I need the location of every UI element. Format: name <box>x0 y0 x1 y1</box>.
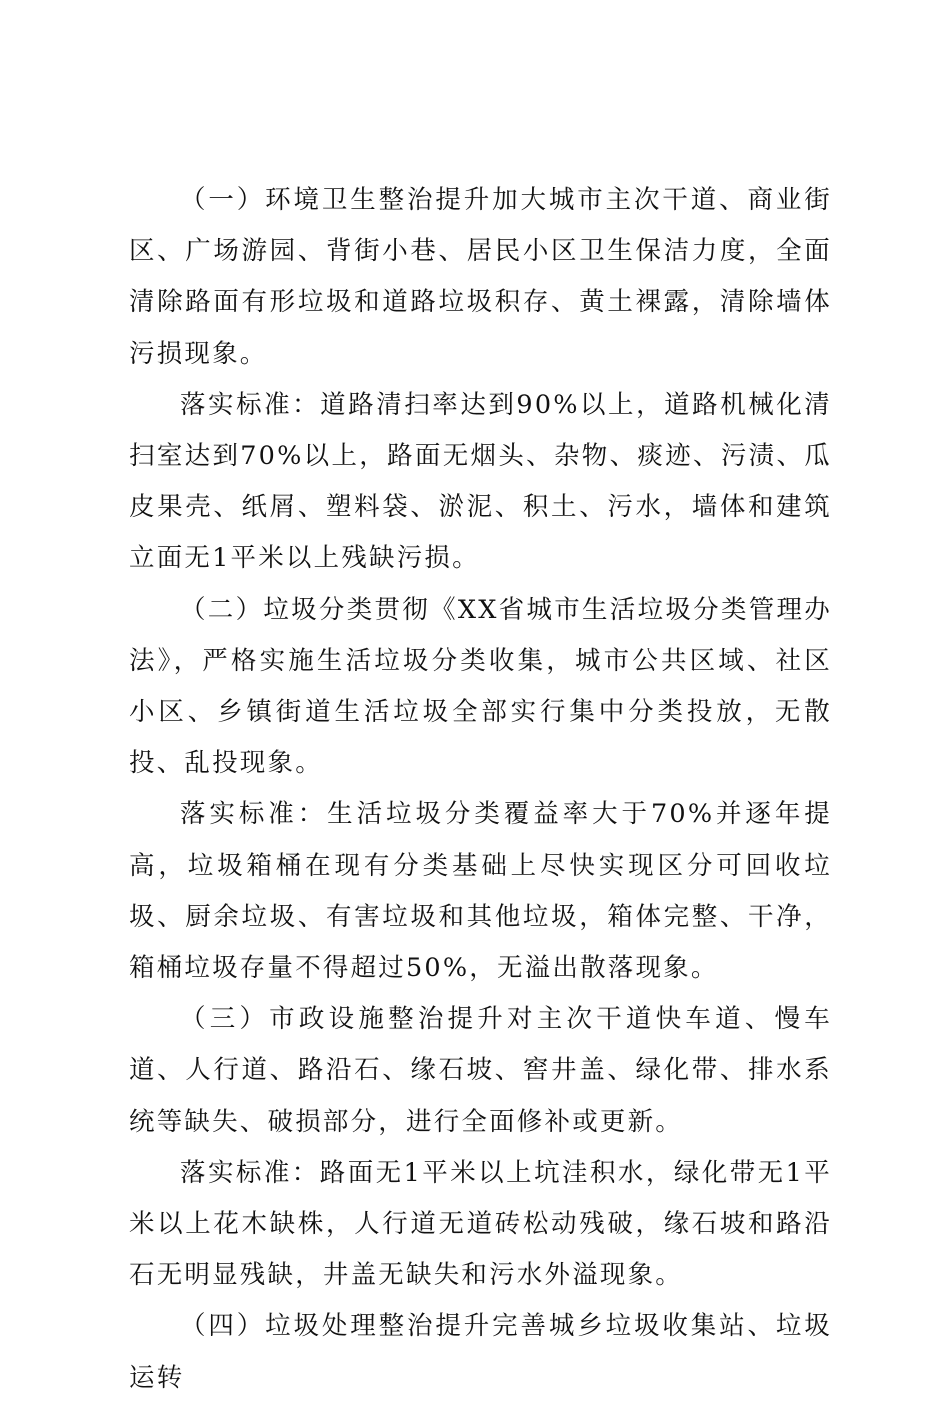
document-body <box>129 175 832 1404</box>
paragraph-facilities-standard: 落实标准：路面无1平米以上坑洼积水，绿化带无1平米以上花木缺株，人行道无道砖松动残破，缘石坡和路沿石无明显残缺，井盖无缺失和污水外溢现象。 <box>129 1157 832 1291</box>
paragraph-municipal-facilities: （三）市政设施整治提升对主次干道快车道、慢车道、人行道、路沿石、缘石坡、窖井盖、绿化带、排水系统等缺失、破损部分，进行全面修补或更新。 <box>129 1004 832 1137</box>
paragraph-garbage-treatment: （四）垃圾处理整治提升完善城乡垃圾收集站、垃圾运转 <box>129 1311 832 1393</box>
paragraph-environment-sanitation: （一）环境卫生整治提升加大城市主次干道、商业街区、广场游园、背街小巷、居民小区卫生保洁力度，全面清除路面有形垃圾和道路垃圾积存、黄土裸露，清除墙体污损现象。 <box>129 185 832 369</box>
paragraph-classification-standard: 落实标准：生活垃圾分类覆益率大于70%并逐年提高，垃圾箱桶在现有分类基础上尽快实现区分可回收垃圾、厨余垃圾、有害垃圾和其他垃圾，箱体完整、干净，箱桶垃圾存量不得超过50%，无溢出散落现象。 <box>129 799 832 984</box>
paragraph-sanitation-standard: 落实标准：道路清扫率达到90%以上，道路机械化清扫室达到70%以上，路面无烟头、杂物、痰迹、污渍、瓜皮果壳、纸屑、塑料袋、淤泥、积土、污水，墙体和建筑立面无1平米以上残缺污损。 <box>129 389 832 574</box>
paragraph-garbage-classification: （二）垃圾分类贯彻《XX省城市生活垃圾分类管理办法》，严格实施生活垃圾分类收集，城市公共区域、社区小区、乡镇街道生活垃圾全部实行集中分类投放，无散投、乱投现象。 <box>129 594 832 779</box>
